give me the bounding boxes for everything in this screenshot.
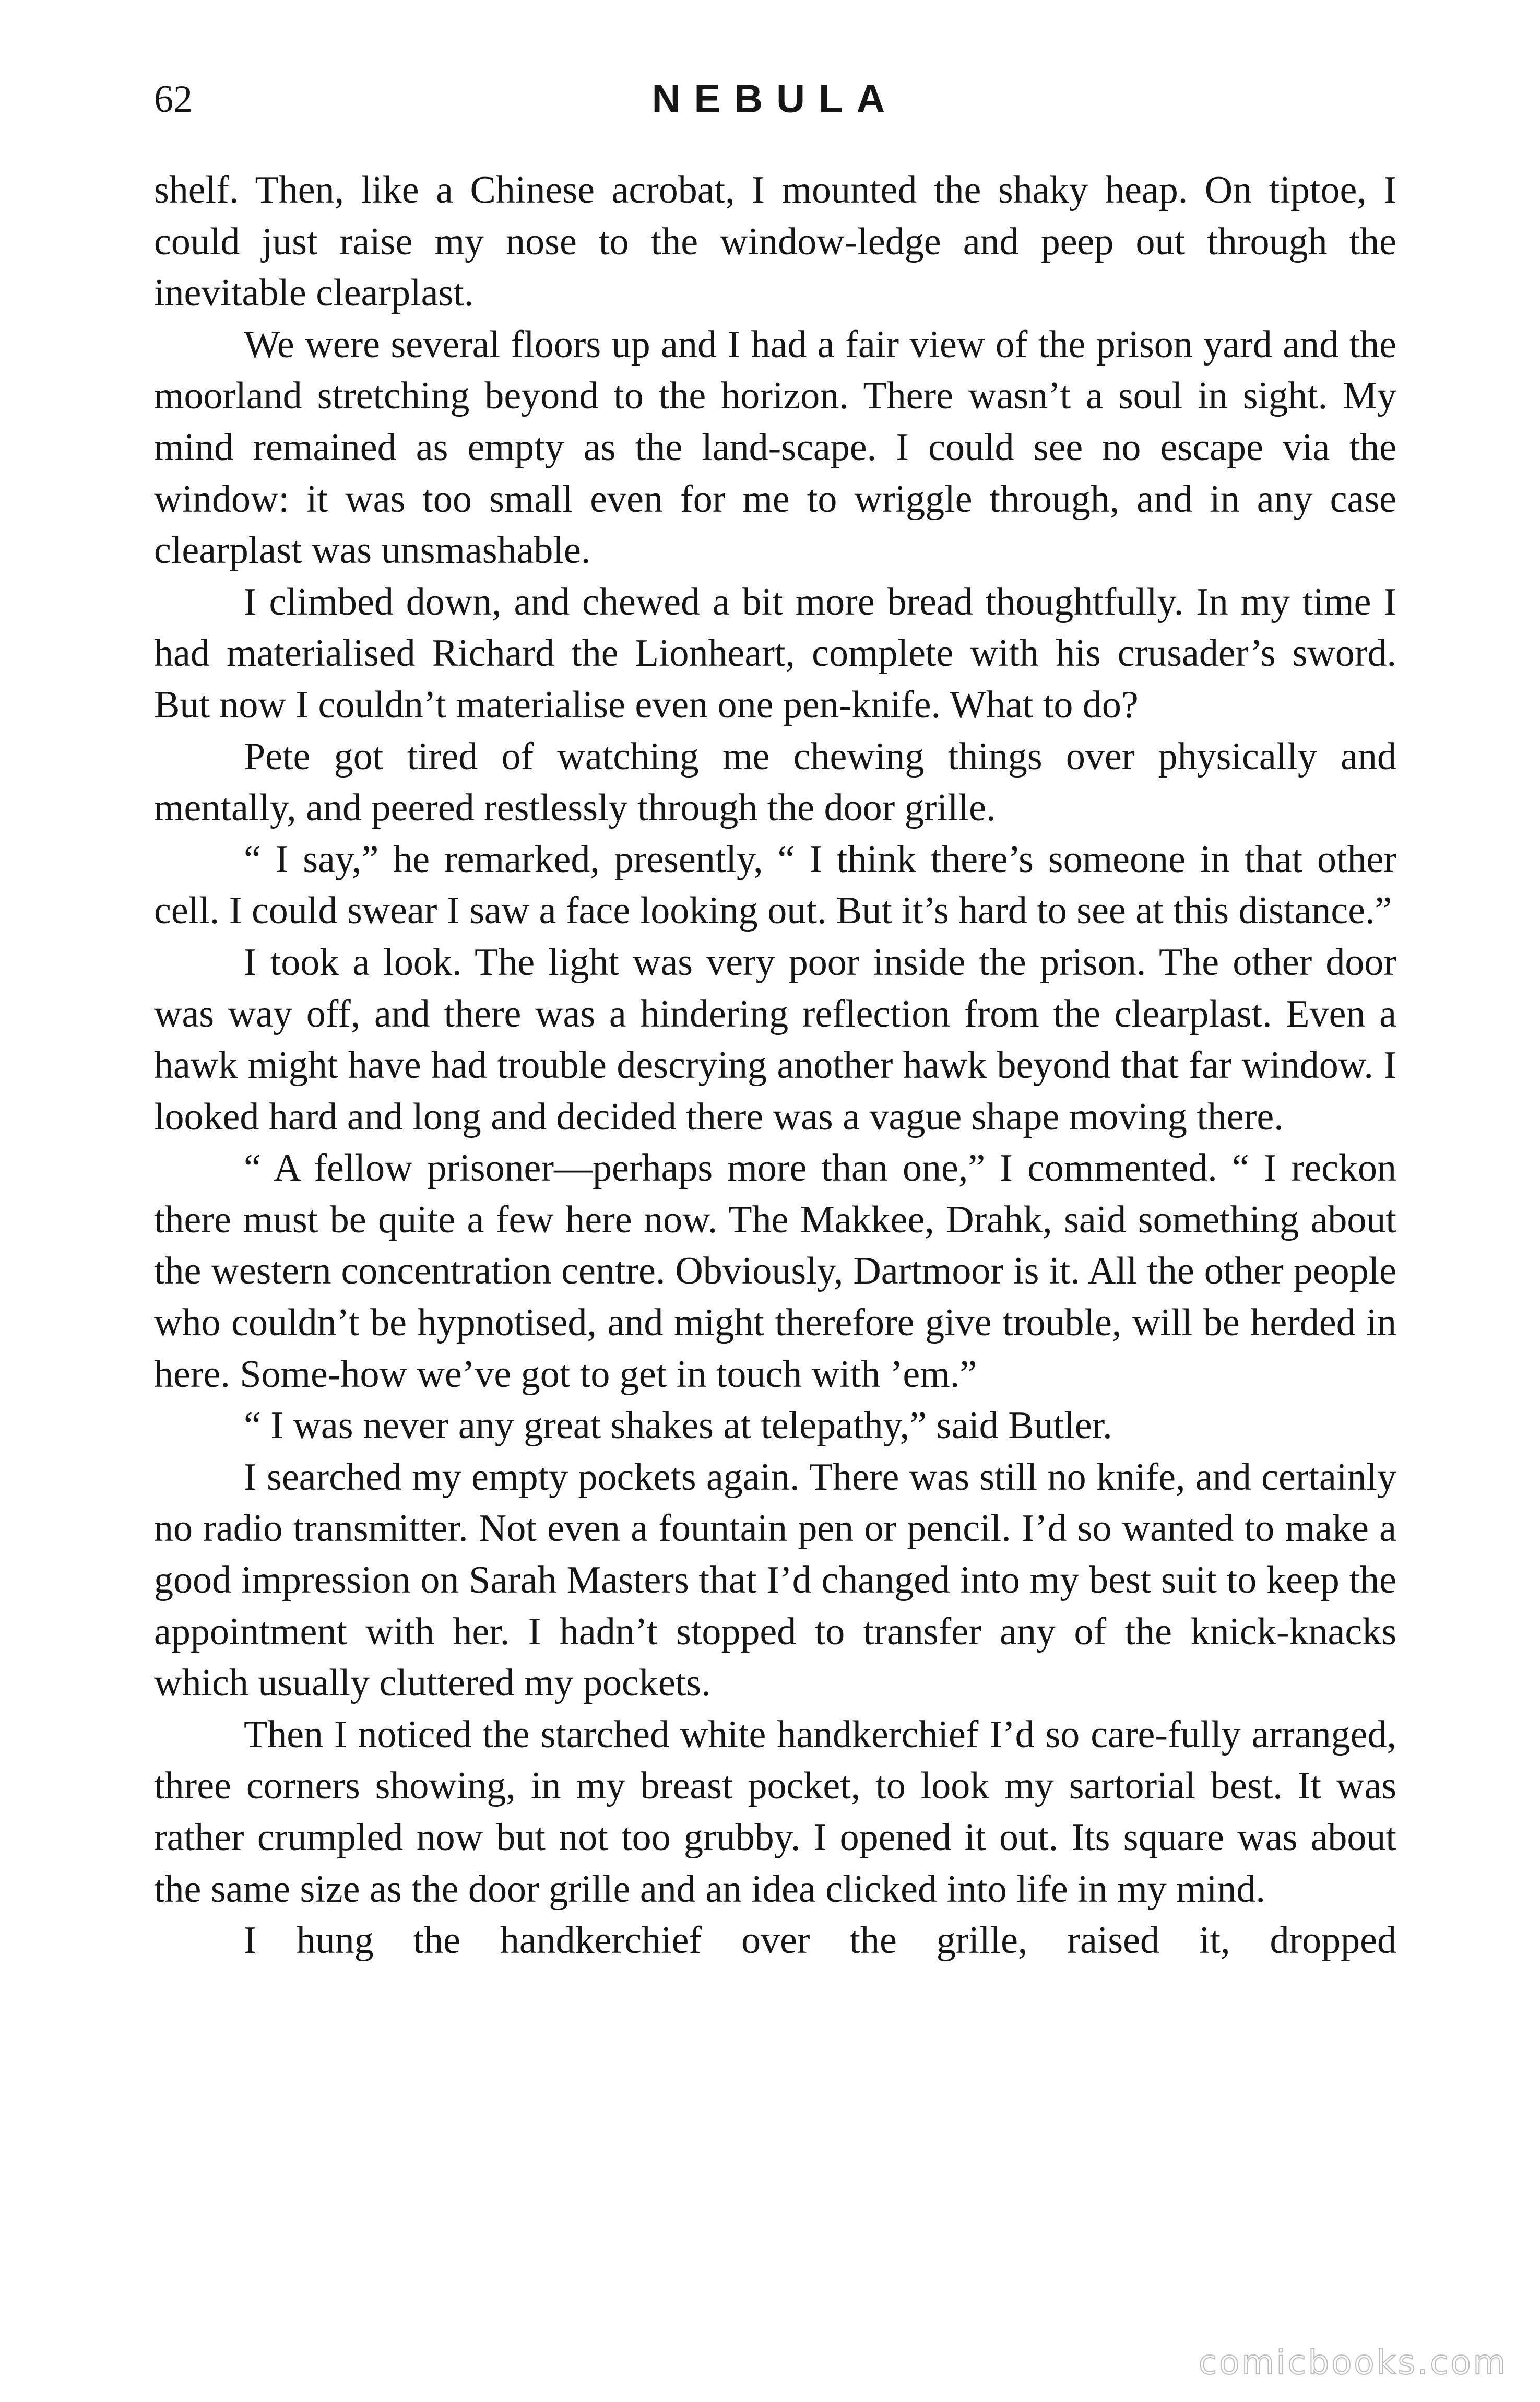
paragraph: “ I say,” he remarked, presently, “ I think there’s someone in that other cell. I could swear I saw a face looking out. But it’s hard to see at this distance.” <box>154 838 1396 933</box>
watermark: comicbooks.com <box>1198 2344 1508 2382</box>
paragraph: I took a look. The light was very poor inside the prison. The other door was way off, and there was a hindering reflection from the clearplast. Even a hawk might have had trouble descrying another hawk beyond that far window. I looked hard and long and decided there was a vague shape moving there. <box>154 940 1396 1138</box>
paragraph: shelf. Then, like a Chinese acrobat, I mounted the shaky heap. On tiptoe, I could just raise my nose to the window-ledge and peep out through the inevitable clearplast. <box>154 169 1396 315</box>
paragraph: “ I was never any great shakes at telepathy,” said Butler. <box>244 1404 1112 1447</box>
page-header <box>154 73 1396 131</box>
paragraph: Pete got tired of watching me chewing things over physically and mentally, and peered restlessly through the door grille. <box>154 735 1396 830</box>
paragraph: I climbed down, and chewed a bit more bread thoughtfully. In my time I had materialised Richard the Lionheart, complete with his crusader’s sword. But now I couldn’t materialise even one pen-knife. What to do? <box>154 580 1396 726</box>
paragraph: I searched my empty pockets again. There was still no knife, and certainly no radio transmitter. Not even a fountain pen or pencil. I’d so wanted to make a good impression on Sarah Masters that I’d changed into my best suit to keep the appointment with her. I hadn’t stopped to transfer any of the knick-knacks which usually cluttered my pockets. <box>154 1455 1396 1705</box>
paragraph: I hung the handkerchief over the grille, raised it, dropped <box>244 1919 1396 1962</box>
running-title: NEBULA <box>651 77 899 121</box>
paragraph: “ A fellow prisoner—perhaps more than one,” I commented. “ I reckon there must be quite a few here now. The Makkee, Drahk, said something about the western concentration centre. Obviously, Dartmoor is it. All the other people who couldn’t be hypnotised, and might therefore give trouble, will be herded in here. Some-how we’ve got to get in touch with ’em.” <box>154 1147 1396 1396</box>
body-text <box>154 164 1396 1967</box>
paragraph: Then I noticed the starched white handkerchief I’d so care-fully arranged, three corners showing, in my breast pocket, to look my sartorial best. It was rather crumpled now but not too grubby. I opened it out. Its square was about the same size as the door grille and an idea clicked into life in my mind. <box>154 1713 1396 1911</box>
paragraph: We were several floors up and I had a fair view of the prison yard and the moorland stretching beyond to the horizon. There wasn’t a soul in sight. My mind remained as empty as the land-scape. I could see no escape via the window: it was too small even for me to wriggle through, and in any case clearplast was unsmashable. <box>154 323 1396 572</box>
page-number: 62 <box>154 78 193 121</box>
